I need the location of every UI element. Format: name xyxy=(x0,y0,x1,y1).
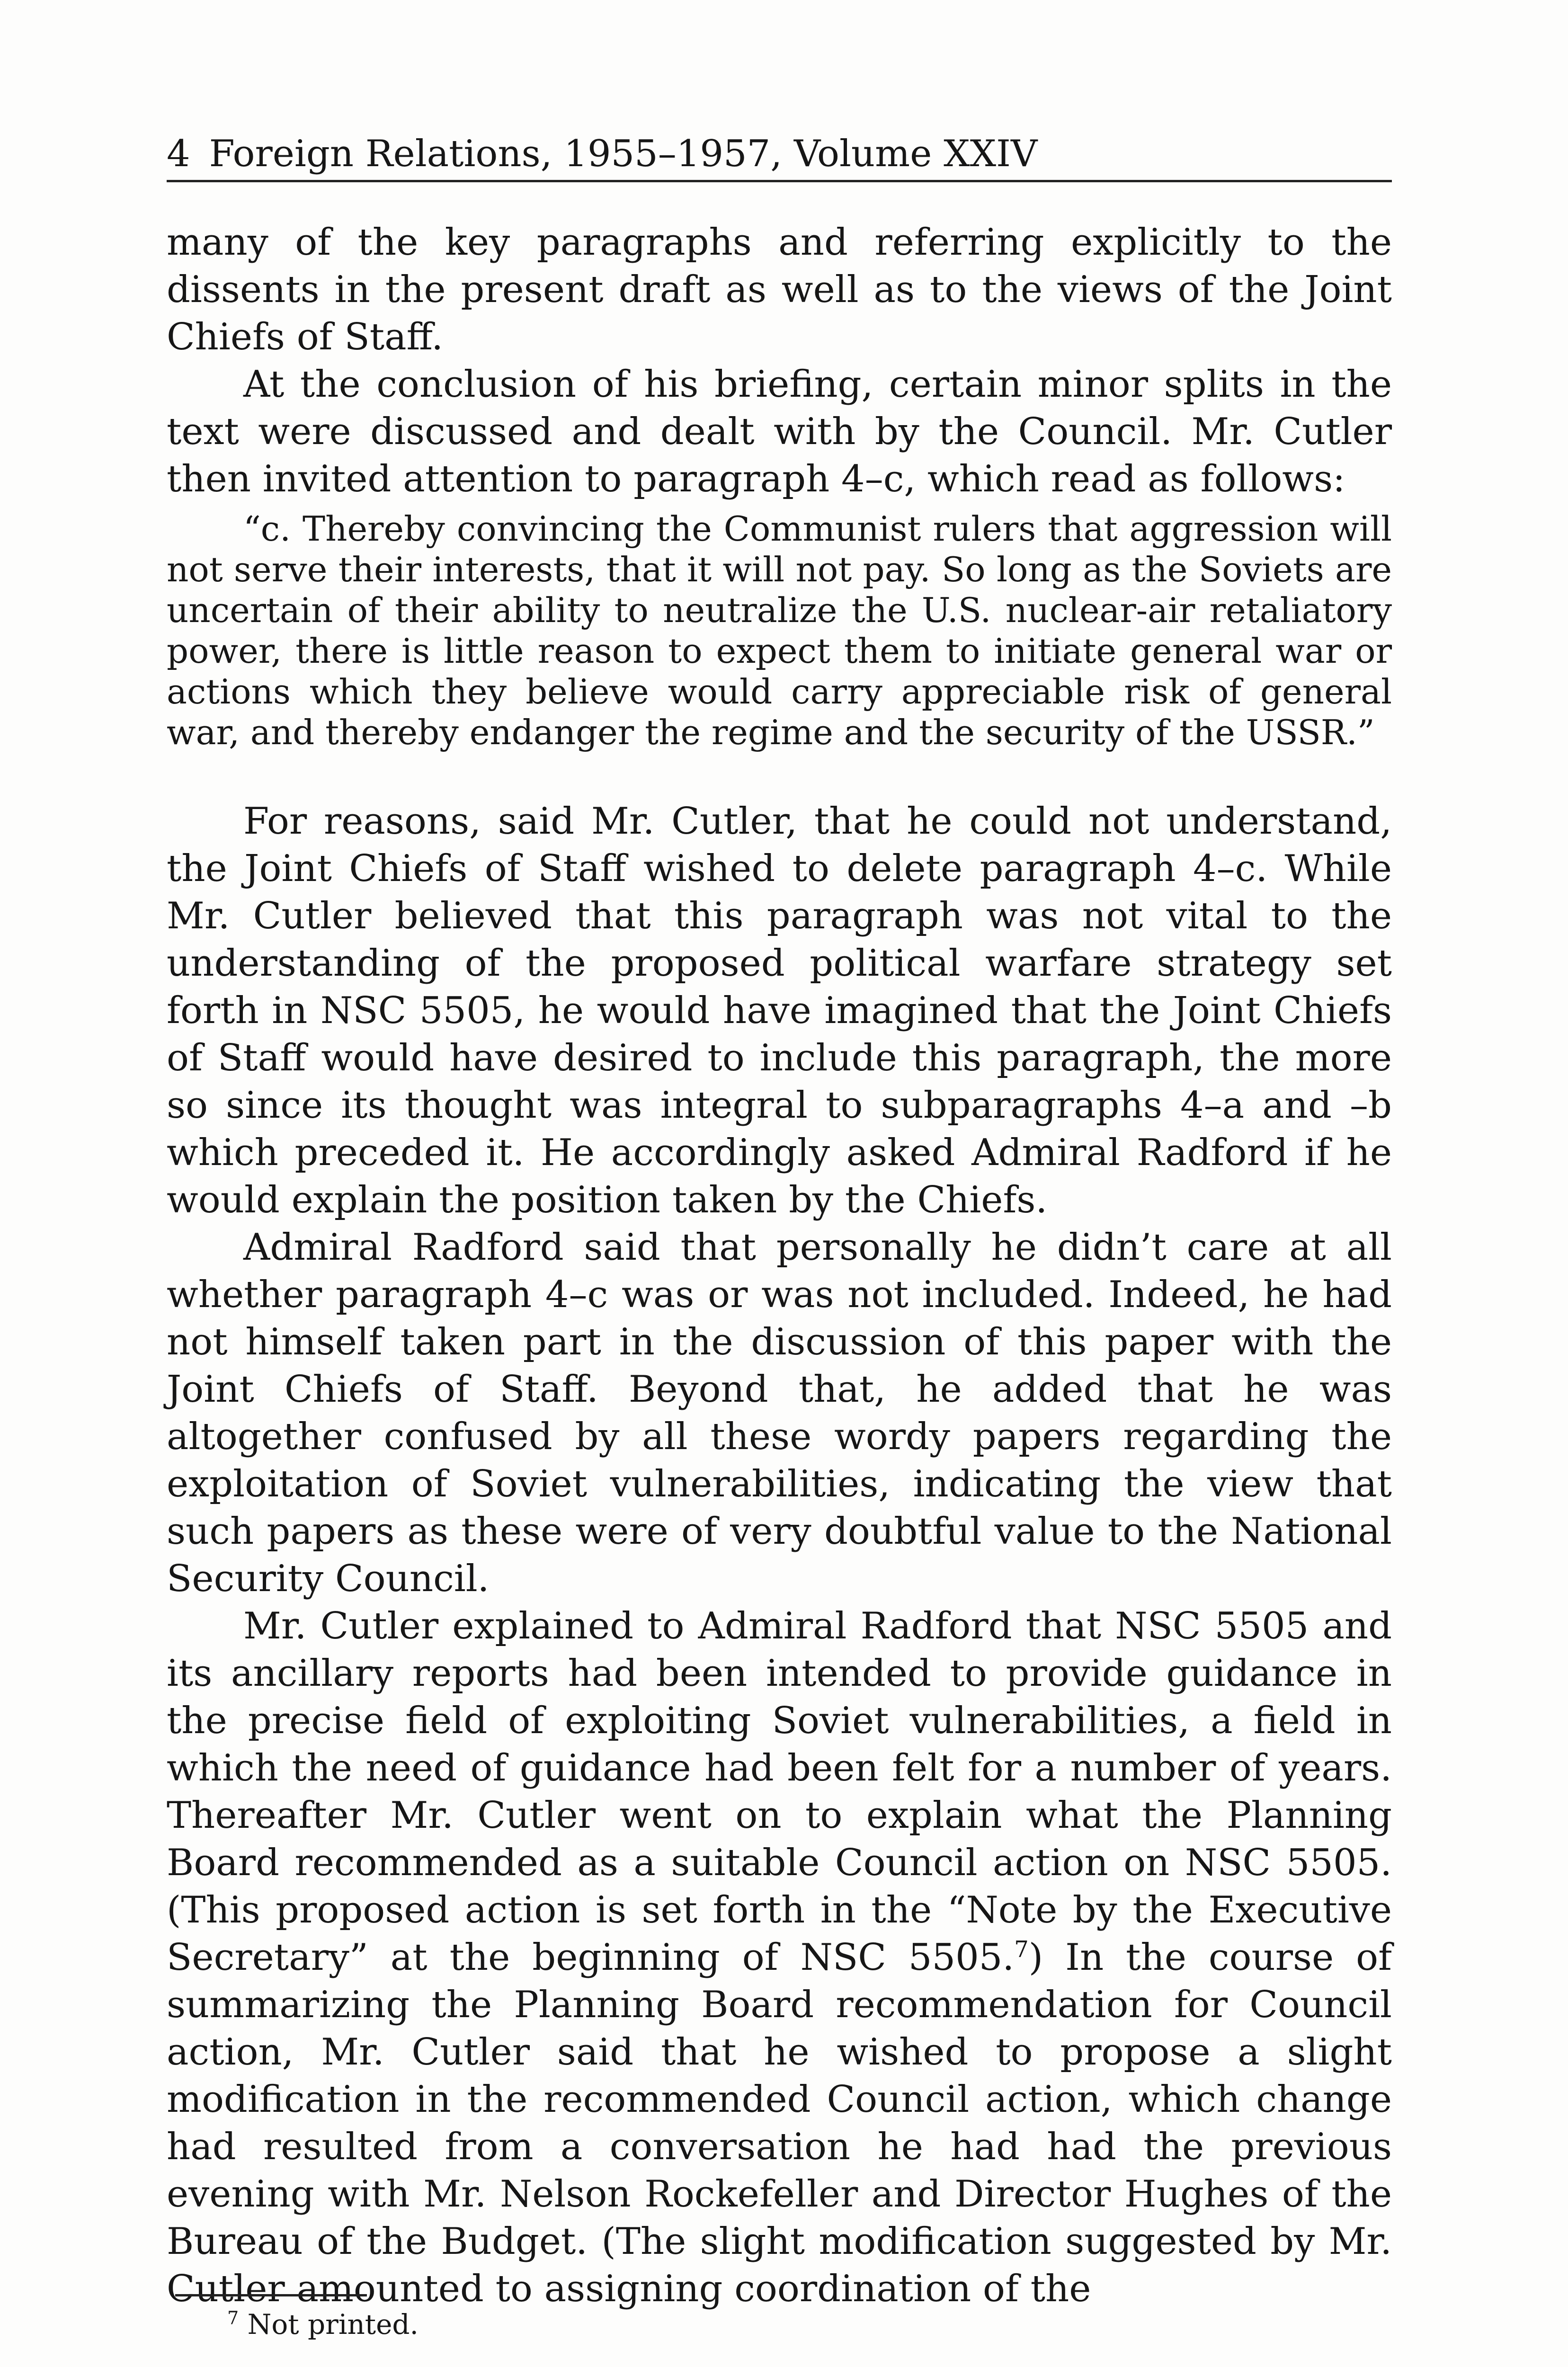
footnote-text: Not printed. xyxy=(247,2308,419,2340)
paragraph-continued: many of the key paragraphs and referring explicitly to the dissents in the present draft as well as to the views of the Joint Chiefs of Staff. xyxy=(167,221,1392,358)
paragraph-radford: Admiral Radford said that personally he didn’t care at all whether paragraph 4–c was or was not included. Indeed, he had not himself taken part in the discussion of this paper with the Joint Chiefs of Staff. Beyond that, he added that he was altogether confused by all these wordy papers regarding the exploitation of Soviet vulnerabilities, indicating the view that such papers as these were of very doubtful value to the National Security Council. xyxy=(167,1226,1392,1600)
footnote xyxy=(227,2303,419,2346)
running-head xyxy=(167,128,1392,182)
paragraph-jcs-delete: For reasons, said Mr. Cutler, that he could not understand, the Joint Chiefs of Staff wished to delete paragraph 4–c. While Mr. Cutler believed that this paragraph was not vital to the understanding of the proposed political warfare strategy set forth in NSC 5505, he would have imagined that the Joint Chiefs of Staff would have desired to include this paragraph, the more so since its thought was integral to subparagraphs 4–a and –b which preceded it. He accordingly asked Admiral Radford if he would explain the position taken by the Chiefs. xyxy=(167,800,1392,1221)
paragraph-text-part-2: ) In the course of summarizing the Planning Board recommendation for Council action, Mr. Cutler said that he wished to propose a slight modification in the recommended Council action, which change had resulted from a conversation he had had the previous evening with Mr. Nelson Rockefeller and Director Hughes of the Bureau of the Budget. (The slight modification suggested by Mr. Cutler amounted to assigning coordination of the xyxy=(167,1936,1392,2310)
footnote-divider xyxy=(175,2294,367,2296)
paragraph-cutler-explains xyxy=(167,1602,1392,2313)
body-text xyxy=(167,219,1392,2313)
paragraph-briefing: At the conclusion of his briefing, certain minor splits in the text were discussed and dealt with by the Council. Mr. Cutler then invited attention to paragraph 4–c, which read as follows: xyxy=(167,363,1392,500)
paragraph-text-part-1: Mr. Cutler explained to Admiral Radford that NSC 5505 and its ancillary reports had been intended to provide guidance in the precise field of exploiting Soviet vulnerabilities, a field in which the need of guidance had been felt for a number of years. Thereafter Mr. Cutler went on to explain what the Planning Board recommended as a suitable Council action on NSC 5505. (This proposed action is set forth in the “Note by the Executive Secretary” at the beginning of NSC 5505. xyxy=(167,1605,1392,1979)
footnote-reference: 7 xyxy=(1014,1936,1029,1963)
page-number: 4 xyxy=(167,133,190,175)
footnote-number: 7 xyxy=(227,2307,239,2329)
running-title: Foreign Relations, 1955–1957, Volume XXIV xyxy=(209,133,1038,175)
block-quote-paragraph-4c: “c. Thereby convincing the Communist rulers that aggression will not serve their interests, that it will not pay. So long as the Soviets are uncertain of their ability to neutralize the U.S. nuclear-air retaliatory power, there is little reason to expect them to initiate general war or actions which they believe would carry appreciable risk of general war, and thereby endanger the regime and the security of the USSR.” xyxy=(167,509,1392,752)
